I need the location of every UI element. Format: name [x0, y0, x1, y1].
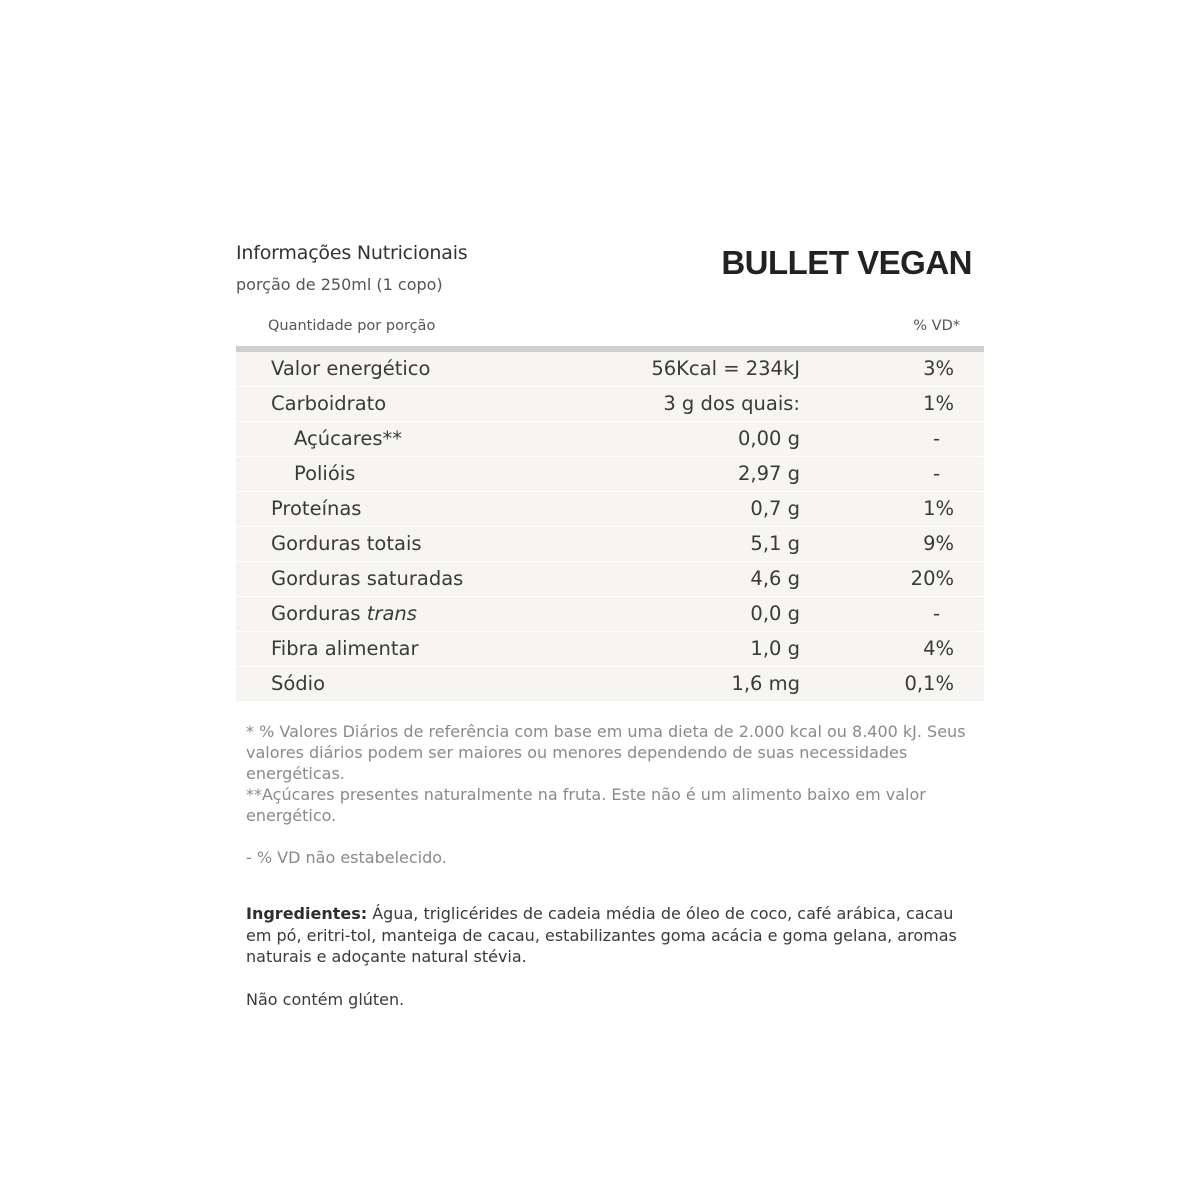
- brand-name: BULLET VEGAN: [721, 244, 972, 281]
- nutrient-name: Açúcares**: [294, 427, 402, 450]
- nutrient-name: Gorduras saturadas: [271, 567, 464, 590]
- table-row: [236, 422, 984, 457]
- nutrient-name: Valor energético: [271, 357, 431, 380]
- nutrient-vd: 1%: [923, 497, 954, 520]
- nutrient-vd: -: [932, 602, 940, 625]
- nutrient-vd: 9%: [923, 532, 954, 555]
- nutrient-vd: 1%: [923, 392, 954, 415]
- gluten-statement: Não contém glúten.: [246, 989, 405, 1009]
- table-row: [236, 527, 984, 562]
- ingredients-text: Água, triglicérides de cadeia média de óleo de coco, café arábica, cacau em pó, eritri-tol, manteiga de cacau, estabilizantes goma acácia e goma gelana, aromas naturais e adoçante natural stévia.: [246, 904, 957, 966]
- table-row: [236, 352, 984, 387]
- table-row: [236, 597, 984, 632]
- panel-header: [236, 238, 984, 318]
- nutrient-name-main: Gorduras: [271, 602, 361, 625]
- nutrient-name: Fibra alimentar: [271, 637, 419, 660]
- nutrient-name-italic: trans: [366, 602, 417, 625]
- table-row: [236, 457, 984, 492]
- nutrition-table: [236, 352, 984, 701]
- table-row: [236, 667, 984, 701]
- footnote-sugars: **Açúcares presentes naturalmente na fruta. Este não é um alimento baixo em valor energético.: [246, 785, 926, 825]
- footnote-vd-reference: * % Valores Diários de referência com base em uma dieta de 2.000 kcal ou 8.400 kJ. Seus valores diários podem ser maiores ou menores dependendo de suas necessidades energéticas.: [246, 722, 966, 783]
- nutrient-vd: 4%: [923, 637, 954, 660]
- ingredients-section: [236, 903, 976, 1010]
- nutrient-quantity: 5,1 g: [750, 532, 800, 555]
- nutrient-quantity: 0,00 g: [738, 427, 800, 450]
- nutrient-quantity: 56Kcal = 234kJ: [651, 357, 800, 380]
- nutrient-vd: -: [932, 427, 940, 450]
- nutrient-quantity: 0,7 g: [750, 497, 800, 520]
- nutrient-vd: 0,1%: [904, 672, 954, 695]
- nutrient-vd: -: [932, 462, 940, 485]
- nutrient-name: [271, 602, 417, 625]
- nutrient-name: Carboidrato: [271, 392, 387, 415]
- table-row: [236, 492, 984, 527]
- nutrient-name: Proteínas: [271, 497, 362, 520]
- nutrient-quantity: 4,6 g: [750, 567, 800, 590]
- footnotes: [236, 721, 976, 868]
- nutrient-quantity: 0,0 g: [750, 602, 800, 625]
- nutrient-vd: 20%: [910, 567, 954, 590]
- column-header-quantity: Quantidade por porção: [268, 318, 436, 334]
- nutrition-panel: [236, 238, 984, 1010]
- column-header-vd: % VD*: [913, 318, 960, 334]
- table-row: [236, 387, 984, 422]
- nutrient-name: Sódio: [271, 672, 326, 695]
- column-headers: [236, 318, 984, 346]
- nutrient-quantity: 1,6 mg: [731, 672, 800, 695]
- footnote-vd-not-established: - % VD não estabelecido.: [246, 848, 447, 867]
- nutrient-quantity: 2,97 g: [738, 462, 800, 485]
- ingredients-label: Ingredientes:: [246, 904, 368, 923]
- portion-size: porção de 250ml (1 copo): [236, 275, 443, 294]
- ingredients-list: [246, 903, 976, 968]
- nutrient-name: Polióis: [294, 462, 356, 485]
- nutrient-name: Gorduras totais: [271, 532, 422, 555]
- nutrient-vd: 3%: [923, 357, 954, 380]
- panel-title: Informações Nutricionais: [236, 242, 468, 264]
- table-row: [236, 632, 984, 667]
- nutrient-quantity: 3 g dos quais:: [663, 392, 800, 415]
- table-row: [236, 562, 984, 597]
- nutrient-quantity: 1,0 g: [750, 637, 800, 660]
